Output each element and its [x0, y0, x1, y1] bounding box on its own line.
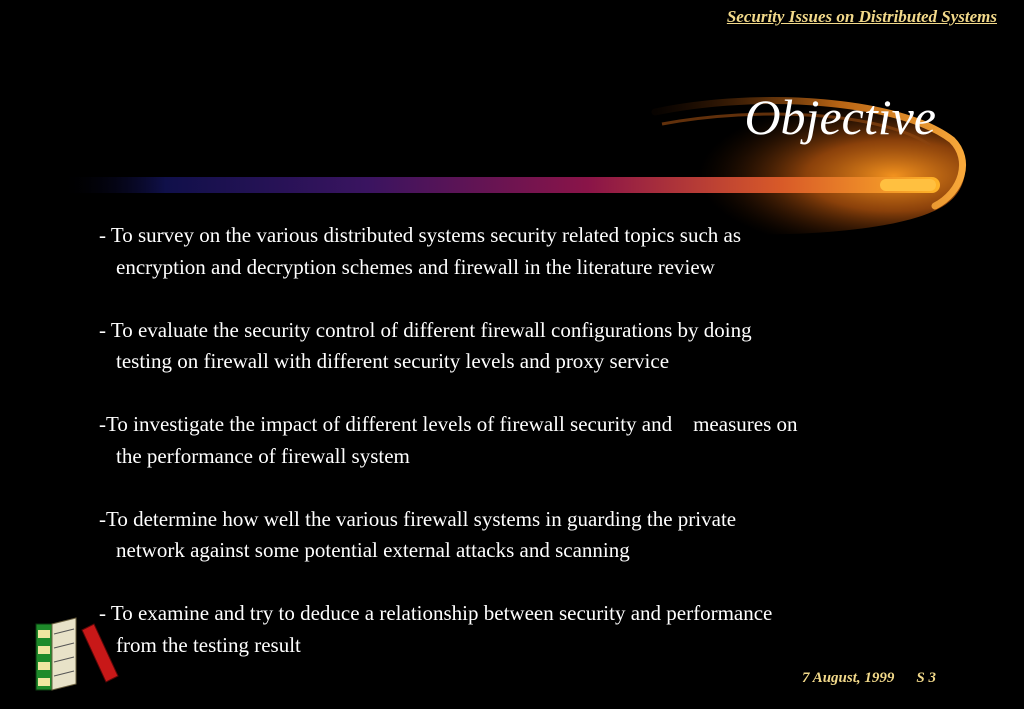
objectives-list	[99, 220, 999, 693]
objective-line: -To determine how well the various firewall systems in guarding the private	[99, 506, 737, 531]
slide-title: Objective	[744, 89, 936, 145]
slide-number: S 3	[916, 670, 936, 686]
books-icon	[28, 610, 123, 695]
objective-line: - To evaluate the security control of different firewall configurations by doing	[99, 317, 752, 342]
objective-line: network against some potential external attacks and scanning	[116, 538, 630, 562]
header-title-link[interactable]: Security Issues on Distributed Systems	[726, 7, 997, 26]
objective-line: encryption and decryption schemes and firewall in the literature review	[116, 254, 715, 279]
objective-item	[99, 598, 999, 661]
objective-line: the performance of firewall system	[116, 443, 410, 468]
objective-item	[99, 220, 999, 283]
objective-line: -To investigate the impact of different levels of firewall security and measures on	[99, 412, 798, 436]
objective-line: from the testing result	[116, 632, 301, 657]
slide-footer	[802, 670, 936, 687]
objective-line: - To examine and try to deduce a relationship between security and performance	[99, 601, 773, 625]
objective-item	[99, 504, 999, 567]
objective-line: - To survey on the various distributed systems security related topics such as	[99, 223, 742, 247]
objective-item	[99, 409, 999, 472]
objective-item	[99, 315, 999, 378]
footer-date: 7 August, 1999	[802, 670, 895, 686]
objective-line: testing on firewall with different security levels and proxy service	[116, 349, 670, 373]
